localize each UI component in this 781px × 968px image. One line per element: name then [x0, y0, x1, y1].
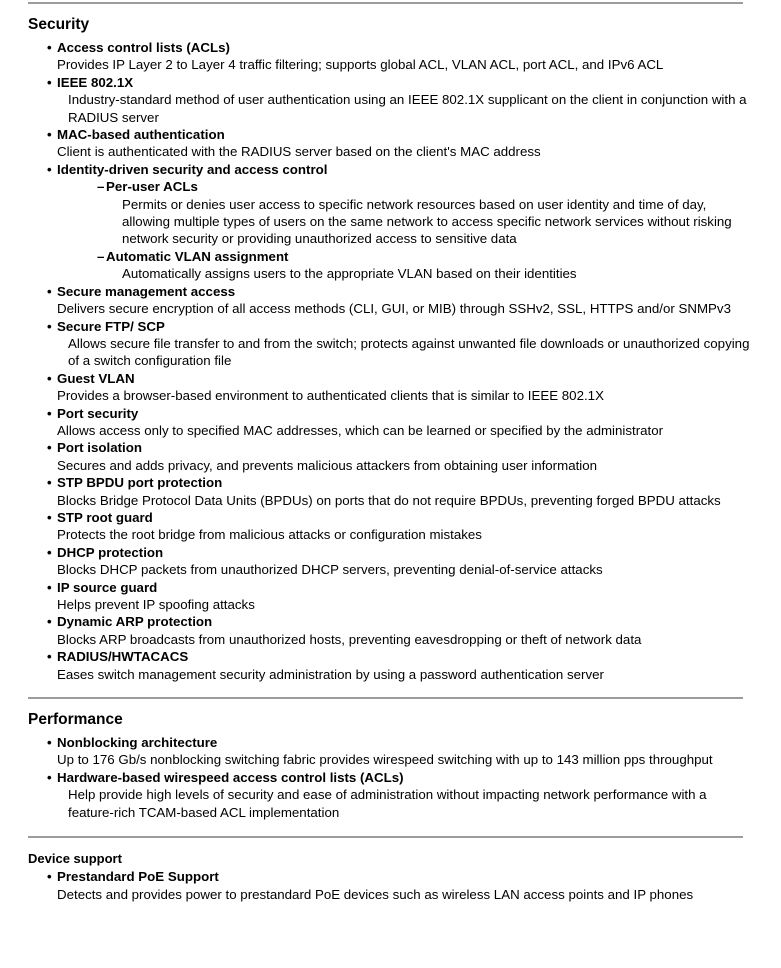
bullet-icon: • [47, 405, 52, 421]
feature-title [47, 74, 756, 91]
feature-desc: Client is authenticated with the RADIUS server based on the client's MAC address [57, 144, 541, 160]
feature-title [47, 474, 756, 491]
section-security [28, 15, 756, 683]
bullet-icon: • [47, 283, 52, 299]
feature-title-text: Secure management access [57, 283, 236, 299]
subfeature-desc: Permits or denies user access to specific network resources based on user identity and time of day, allowing multiple types of users on the same network to access specific network services without risking network security or providing unauthorized access to sensitive data [122, 196, 732, 247]
feature-subitem [57, 178, 756, 248]
feature-title [47, 544, 756, 561]
feature-item [28, 613, 756, 648]
subfeature-title [97, 178, 756, 195]
feature-item [28, 868, 756, 903]
feature-title [47, 126, 756, 143]
bullet-icon: • [47, 318, 52, 334]
feature-title-text: STP BPDU port protection [57, 475, 223, 491]
bullet-icon: • [47, 509, 52, 525]
feature-item [28, 648, 756, 683]
feature-title [47, 161, 756, 178]
feature-title [47, 39, 756, 56]
feature-title-text: Secure FTP/ SCP [57, 318, 165, 334]
feature-title [47, 405, 756, 422]
feature-desc: Delivers secure encryption of all access methods (CLI, GUI, or MIB) through SSHv2, SSL, HTTPS and/or SNMPv3 [57, 301, 731, 317]
feature-item [28, 579, 756, 614]
feature-title [47, 769, 756, 786]
feature-title [47, 283, 756, 300]
section-divider [28, 836, 743, 838]
feature-title [47, 648, 756, 665]
feature-list-device-support [28, 868, 756, 903]
feature-subitem [57, 248, 756, 283]
feature-item [28, 161, 756, 283]
feature-title-text: Hardware-based wirespeed access control lists (ACLs) [57, 769, 404, 785]
feature-title [47, 734, 756, 751]
section-device-support [28, 850, 756, 903]
feature-title-text: Dynamic ARP protection [57, 614, 213, 630]
feature-item [28, 126, 756, 161]
feature-title-text: Port isolation [57, 440, 142, 456]
feature-title-text: IP source guard [57, 579, 158, 595]
bullet-icon: • [47, 40, 52, 55]
bullet-icon: • [47, 869, 52, 885]
feature-title-text: Nonblocking architecture [57, 735, 218, 751]
feature-desc: Industry-standard method of user authentication using an IEEE 802.1X supplicant on the client in conjunction with a RADIUS server [68, 92, 747, 125]
section-divider [28, 2, 743, 4]
subfeature-title [97, 248, 756, 265]
feature-item [28, 734, 756, 769]
bullet-icon: • [47, 735, 52, 751]
bullet-icon: • [47, 161, 52, 177]
feature-list-security [28, 39, 756, 683]
feature-title-text: Identity-driven security and access control [57, 161, 328, 177]
feature-list-performance [28, 734, 756, 821]
feature-desc: Up to 176 Gb/s nonblocking switching fabric provides wirespeed switching with up to 143 million pps throughput [57, 752, 713, 768]
subfeature-desc: Automatically assigns users to the appropriate VLAN based on their identities [122, 266, 577, 282]
feature-desc: Help provide high levels of security and ease of administration without impacting network performance with a feature-rich TCAM-based ACL implementation [68, 787, 707, 820]
feature-title-text: STP root guard [57, 509, 153, 525]
feature-item [28, 283, 756, 318]
section-performance [28, 710, 756, 821]
feature-desc: Blocks DHCP packets from unauthorized DHCP servers, preventing denial-of-service attacks [57, 562, 603, 578]
feature-title-text: MAC-based authentication [57, 127, 225, 143]
feature-title-text: Access control lists (ACLs) [57, 40, 230, 55]
feature-item [28, 318, 756, 370]
feature-item [28, 509, 756, 544]
feature-item [28, 474, 756, 509]
feature-title [47, 370, 756, 387]
feature-item [28, 39, 756, 74]
bullet-icon: • [47, 649, 52, 665]
feature-desc: Blocks ARP broadcasts from unauthorized hosts, preventing eavesdropping or theft of network data [57, 631, 642, 647]
bullet-icon: • [47, 440, 52, 456]
feature-title-text: Guest VLAN [57, 370, 135, 386]
bullet-icon: • [47, 544, 52, 560]
feature-title [47, 439, 756, 456]
feature-title-text: DHCP protection [57, 544, 164, 560]
feature-item [28, 544, 756, 579]
feature-item [28, 405, 756, 440]
feature-title [47, 613, 756, 630]
feature-desc: Eases switch management security administration by using a password authentication server [57, 666, 604, 682]
subfeature-title-text: Automatic VLAN assignment [106, 248, 289, 264]
feature-desc: Detects and provides power to prestandard PoE devices such as wireless LAN access points and IP phones [57, 886, 694, 902]
feature-desc: Secures and adds privacy, and prevents malicious attackers from obtaining user information [57, 457, 598, 473]
feature-title [47, 579, 756, 596]
subfeature-title-text: Per-user ACLs [106, 179, 198, 195]
bullet-icon: • [47, 74, 52, 90]
feature-desc: Allows secure file transfer to and from the switch; protects against unwanted file downloads or unauthorized copying of a switch configuration file [68, 335, 750, 369]
feature-title-text: RADIUS/HWTACACS [57, 649, 189, 665]
feature-item [28, 74, 756, 126]
section-heading-device-support: Device support [28, 851, 122, 867]
feature-title-text: Prestandard PoE Support [57, 869, 219, 885]
feature-title-text: Port security [57, 405, 139, 421]
feature-title-text: IEEE 802.1X [57, 74, 134, 90]
bullet-icon: • [47, 579, 52, 595]
bullet-icon: • [47, 614, 52, 630]
section-divider [28, 697, 743, 699]
dash-icon: – [97, 248, 105, 264]
feature-desc: Blocks Bridge Protocol Data Units (BPDUs) on ports that do not require BPDUs, preventing forged BPDU attacks [57, 492, 721, 508]
dash-icon: – [97, 179, 105, 195]
feature-title [47, 318, 756, 335]
bullet-icon: • [47, 769, 52, 785]
feature-item [28, 769, 756, 821]
feature-desc: Helps prevent IP spoofing attacks [57, 597, 255, 612]
section-heading-performance: Performance [28, 711, 123, 729]
feature-title [47, 868, 756, 885]
bullet-icon: • [47, 475, 52, 491]
feature-item [28, 370, 756, 405]
feature-desc: Allows access only to specified MAC addresses, which can be learned or specified by the administrator [57, 422, 664, 438]
section-heading-security: Security [28, 16, 90, 33]
bullet-icon: • [47, 127, 52, 143]
feature-title [47, 509, 756, 526]
bullet-icon: • [47, 370, 52, 386]
feature-desc: Provides a browser-based environment to authenticated clients that is similar to IEEE 802.1X [57, 388, 604, 404]
feature-desc: Provides IP Layer 2 to Layer 4 traffic filtering; supports global ACL, VLAN ACL, port ACL, and IPv6 ACL [57, 57, 664, 73]
feature-item [28, 439, 756, 474]
feature-desc: Protects the root bridge from malicious attacks or configuration mistakes [57, 527, 482, 543]
